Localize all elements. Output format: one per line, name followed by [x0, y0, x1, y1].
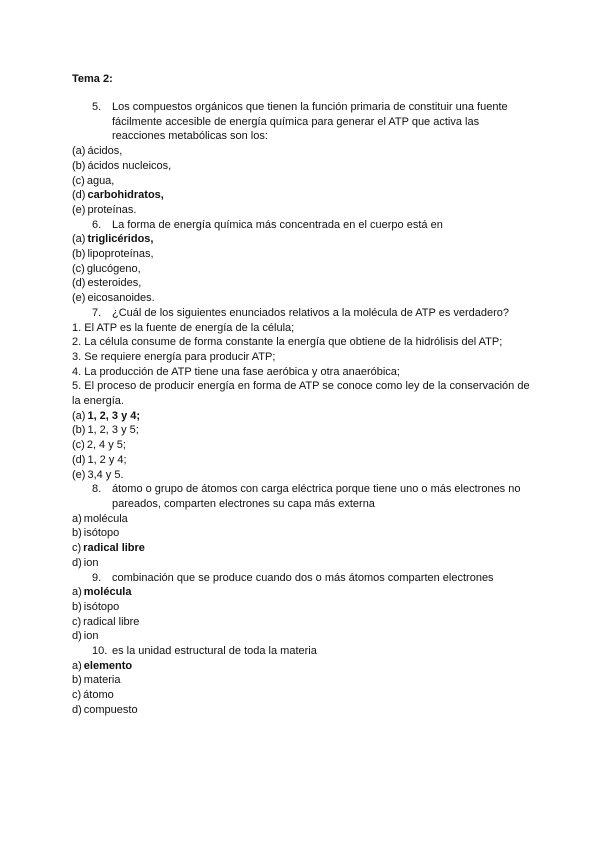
question-10 [72, 644, 532, 659]
option-marker: (e) [72, 292, 86, 305]
option-text: ion [83, 556, 99, 569]
option-text: isótopo [83, 600, 120, 613]
option-correct [72, 541, 532, 556]
option [72, 468, 532, 483]
option-text: isótopo [83, 527, 120, 540]
option-text: molécula [83, 586, 132, 599]
option-text: 1, 2, 3 y 4; [87, 409, 141, 422]
option [72, 438, 532, 453]
question-text: Los compuestos orgánicos que tienen la función primaria de constituir una fuente fácilmente accesible de energía química para generar el ATP que activa las reacciones metabólicas son los: [112, 101, 508, 143]
option-marker: b) [72, 600, 82, 613]
option-correct [72, 409, 532, 424]
option [72, 615, 532, 630]
option-text: compuesto [83, 703, 138, 716]
option-text: ácidos, [87, 145, 123, 158]
option-text: 2, 4 y 5; [86, 439, 126, 452]
option-text: 1, 2, 3 y 5; [87, 424, 139, 437]
option [72, 262, 532, 277]
question-text: ¿Cuál de los siguientes enunciados relativos a la molécula de ATP es verdadero? [112, 306, 510, 319]
option [72, 512, 532, 527]
option-text: ion [83, 630, 99, 643]
option [72, 144, 532, 159]
option [72, 600, 532, 615]
option [72, 291, 532, 306]
question-7 [72, 306, 532, 321]
option-marker: (b) [72, 159, 86, 172]
statement: 4. La producción de ATP tiene una fase aeróbica y otra anaeróbica; [72, 365, 400, 378]
option-marker: (a) [72, 409, 86, 422]
option-text: proteínas. [87, 203, 137, 216]
option-correct [72, 659, 532, 674]
option-correct [72, 188, 532, 203]
option-marker: (e) [72, 468, 86, 481]
option [72, 174, 532, 189]
option-text: radical libre [83, 542, 145, 555]
option-correct [72, 585, 532, 600]
option-marker: b) [72, 527, 82, 540]
question-text: es la unidad estructural de toda la materia [112, 645, 317, 658]
option-text: 3,4 y 5. [87, 468, 124, 481]
question-number: 5. [92, 101, 102, 113]
option-text: eicosanoides. [87, 292, 155, 305]
option [72, 423, 532, 438]
option-text: agua, [86, 174, 115, 187]
question-5 [72, 100, 532, 144]
option-text: materia [83, 674, 121, 687]
option-marker: c) [72, 542, 82, 555]
option-marker: d) [72, 703, 82, 716]
option [72, 673, 532, 688]
option-text: átomo [83, 689, 114, 702]
option-marker: (b) [72, 424, 86, 437]
option-text: elemento [83, 659, 133, 672]
question-number: 9. [92, 571, 102, 584]
question-number: 6. [92, 218, 102, 231]
option [72, 203, 532, 218]
option [72, 629, 532, 644]
option [72, 556, 532, 571]
option-text: carbohidratos, [87, 189, 164, 202]
question-9 [72, 571, 532, 586]
option-text: esteroides, [87, 277, 142, 290]
option-marker: (c) [72, 174, 85, 187]
option-text: radical libre [83, 615, 140, 628]
option-marker: (d) [72, 277, 86, 290]
question-8 [72, 482, 532, 511]
statement: 1. El ATP es la fuente de energía de la célula; [72, 321, 295, 334]
option-text: molécula [83, 512, 128, 525]
question-text: combinación que se produce cuando dos o más átomos comparten electrones [112, 571, 494, 584]
option [72, 526, 532, 541]
option-marker: (a) [72, 233, 86, 246]
option-marker: (b) [72, 248, 86, 261]
option-marker: (e) [72, 203, 86, 216]
option-marker: (a) [72, 145, 86, 158]
option [72, 453, 532, 468]
option-marker: a) [72, 586, 82, 599]
statement: 5. El proceso de producir energía en forma de ATP se conoce como ley de la conservación de la energía. [72, 380, 530, 408]
section-title: Tema 2: [72, 73, 113, 85]
option [72, 276, 532, 291]
option-marker: d) [72, 630, 82, 643]
option [72, 688, 532, 703]
option-text: triglicéridos, [87, 233, 154, 246]
statement: 2. La célula consume de forma constante la energía que obtiene de la hidrólisis del ATP; [72, 336, 503, 349]
question-number: 10. [92, 645, 108, 658]
option-marker: (c) [72, 439, 85, 452]
question-number: 8. [92, 483, 102, 496]
option-text: 1, 2 y 4; [87, 453, 127, 466]
option-marker: b) [72, 674, 82, 687]
option [72, 247, 532, 262]
option [72, 703, 532, 718]
option-text: ácidos nucleicos, [87, 159, 172, 172]
question-text: La forma de energía química más concentrada en el cuerpo está en [112, 218, 443, 231]
question-6 [72, 218, 532, 233]
option-marker: c) [72, 615, 82, 628]
option-text: lipoproteínas, [87, 248, 154, 261]
option-correct [72, 232, 532, 247]
option-marker: a) [72, 512, 82, 525]
option-marker: (d) [72, 189, 86, 202]
option-marker: a) [72, 659, 82, 672]
question-number: 7. [92, 306, 102, 319]
option-marker: (d) [72, 453, 86, 466]
option-marker: (c) [72, 262, 85, 275]
option-marker: c) [72, 689, 82, 702]
option-marker: d) [72, 556, 82, 569]
question-list [72, 100, 532, 718]
statement: 3. Se requiere energía para producir ATP; [72, 350, 276, 363]
question-text: átomo o grupo de átomos con carga eléctrica porque tiene uno o más electrones no pareados, comparten electrones su capa más externa [112, 483, 521, 510]
option [72, 159, 532, 174]
option-text: glucógeno, [86, 262, 141, 275]
